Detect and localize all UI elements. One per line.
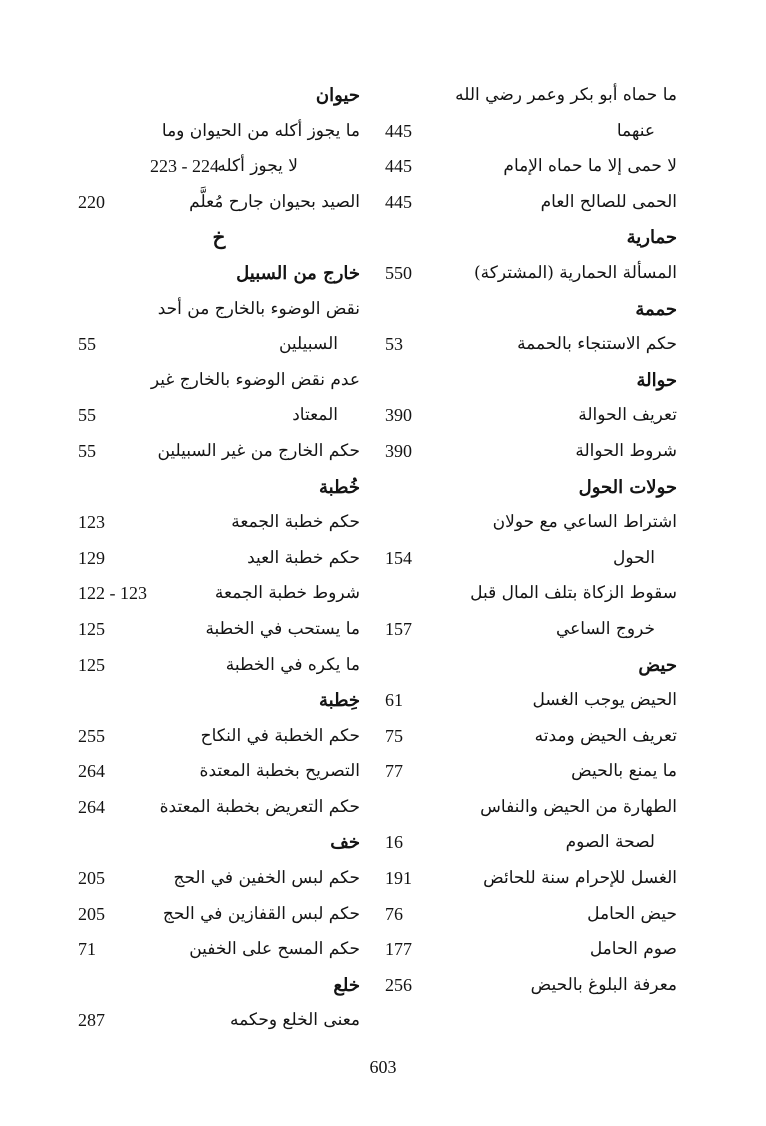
entry-text: خ <box>212 225 226 250</box>
entry-text: ما يمنع بالحيض <box>571 761 677 782</box>
index-heading <box>78 256 360 292</box>
entry-page: 71 <box>78 939 96 960</box>
index-entry <box>385 327 677 363</box>
index-entry <box>78 398 360 434</box>
index-heading <box>78 470 360 506</box>
entry-page: 550 <box>385 262 412 283</box>
entry-text: الحيض يوجب الغسل <box>532 690 677 711</box>
index-entry <box>78 719 360 755</box>
entry-text: معرفة البلوغ بالحيض <box>530 974 677 995</box>
index-entry <box>78 790 360 826</box>
index-heading <box>385 220 677 256</box>
entry-page: 287 <box>78 1010 105 1031</box>
entry-text: التصريح بخطبة المعتدة <box>199 761 360 782</box>
index-entry <box>385 505 677 541</box>
entry-page: 177 <box>385 939 412 960</box>
index-heading <box>78 683 360 719</box>
entry-text: شروط خطبة الجمعة <box>214 583 360 604</box>
index-entry <box>385 861 677 897</box>
entry-page: 205 <box>78 868 105 889</box>
entry-text: حكم الخارج من غير السبيلين <box>157 440 360 461</box>
entry-page: 154 <box>385 547 412 568</box>
index-entry <box>78 861 360 897</box>
entry-text: حيض الحامل <box>587 903 677 924</box>
index-entry <box>385 434 677 470</box>
index-entry <box>385 78 677 114</box>
index-entry <box>385 541 677 577</box>
entry-page: 390 <box>385 440 412 461</box>
index-entry <box>78 897 360 933</box>
entry-page: 61 <box>385 690 403 711</box>
entry-text: الصيد بحيوان جارح مُعلَّم <box>189 191 360 212</box>
index-entry <box>78 648 360 684</box>
entry-text: عنهما <box>616 120 655 141</box>
entry-text: خُطبة <box>319 476 360 498</box>
entry-text: ما يستحب في الخطبة <box>205 618 360 639</box>
index-entry <box>78 505 360 541</box>
entry-page: 191 <box>385 868 412 889</box>
entry-text: الحول <box>612 547 655 568</box>
entry-text: معنى الخلع وحكمه <box>229 1010 360 1031</box>
entry-text: حكم الاستنجاء بالحممة <box>517 334 677 355</box>
entry-page: 256 <box>385 974 412 995</box>
entry-page: 264 <box>78 796 105 817</box>
index-heading <box>78 220 360 256</box>
entry-page: 445 <box>385 120 412 141</box>
index-heading <box>78 825 360 861</box>
entry-text: خلع <box>333 974 360 996</box>
index-entry <box>385 576 677 612</box>
entry-text: الطهارة من الحيض والنفاس <box>480 796 677 817</box>
entry-page: 129 <box>78 547 105 568</box>
entry-text: المسألة الحمارية (المشتركة) <box>474 262 677 283</box>
index-entry <box>385 897 677 933</box>
entry-text: ما يجوز أكله من الحيوان وما <box>161 120 360 141</box>
entry-page: 75 <box>385 725 403 746</box>
entry-page: 157 <box>385 618 412 639</box>
page-number: 603 <box>369 1057 397 1077</box>
entry-text: حيوان <box>315 85 360 106</box>
index-entry <box>78 612 360 648</box>
index-entry <box>78 541 360 577</box>
entry-page: 223 - 224 <box>150 156 219 177</box>
entry-page: 76 <box>385 903 403 924</box>
entry-page: 264 <box>78 761 105 782</box>
entry-text: خف <box>330 832 360 854</box>
index-entry <box>385 719 677 755</box>
entry-text: ما حماه أبو بكر وعمر رضي الله <box>455 85 677 105</box>
index-entry <box>78 434 360 470</box>
entry-page: 125 <box>78 654 105 675</box>
entry-text: خروج الساعي <box>555 618 655 639</box>
entry-text: الغسل للإحرام سنة للحائض <box>483 868 677 889</box>
index-entry <box>385 612 677 648</box>
entry-text: الحمى للصالح العام <box>540 191 677 212</box>
index-entry <box>385 754 677 790</box>
entry-text: حيض <box>638 654 677 676</box>
index-heading <box>385 292 677 328</box>
entry-page: 255 <box>78 725 105 746</box>
index-entry <box>78 292 360 328</box>
index-entry <box>385 968 677 1004</box>
entry-text: حممة <box>635 298 677 320</box>
index-entry <box>78 149 360 185</box>
entry-text: صوم الحامل <box>589 939 677 960</box>
entry-page: 205 <box>78 903 105 924</box>
entry-text: حكم الخطبة في النكاح <box>200 725 360 746</box>
index-heading <box>385 363 677 399</box>
entry-text: حوالة <box>636 369 677 391</box>
entry-page: 122 - 123 <box>78 583 147 604</box>
entry-text: حولات الحول <box>578 476 677 498</box>
entry-text: السبيلين <box>278 334 338 355</box>
entry-page: 125 <box>78 618 105 639</box>
entry-text: حكم خطبة الجمعة <box>231 512 360 533</box>
index-entry <box>78 185 360 221</box>
index-entry <box>385 185 677 221</box>
entry-text: حكم خطبة العيد <box>247 547 360 568</box>
entry-page: 220 <box>78 191 105 212</box>
entry-page: 55 <box>78 334 96 355</box>
entry-text: شروط الحوالة <box>575 440 677 461</box>
entry-page: 55 <box>78 405 96 426</box>
index-entry <box>78 114 360 150</box>
index-entry <box>78 363 360 399</box>
index-entry <box>385 149 677 185</box>
entry-text: سقوط الزكاة بتلف المال قبل <box>470 583 677 604</box>
entry-page: 53 <box>385 334 403 355</box>
index-entry <box>385 825 677 861</box>
index-heading <box>78 78 360 114</box>
entry-text: حكم لبس القفازين في الحج <box>162 903 360 924</box>
entry-text: خارج من السبيل <box>236 262 360 284</box>
entry-page: 55 <box>78 440 96 461</box>
index-heading <box>385 648 677 684</box>
entry-text: حمارية <box>626 227 677 249</box>
index-column-right <box>385 78 677 1003</box>
entry-text: المعتاد <box>292 405 338 426</box>
index-entry <box>385 256 677 292</box>
entry-text: عدم نقض الوضوء بالخارج غير <box>150 369 360 390</box>
entry-page: 123 <box>78 512 105 533</box>
entry-text: اشتراط الساعي مع حولان <box>492 512 677 533</box>
index-entry <box>385 790 677 826</box>
index-column-left <box>78 78 360 1039</box>
index-entry <box>78 932 360 968</box>
index-entry <box>78 327 360 363</box>
index-entry <box>385 932 677 968</box>
entry-text: حكم لبس الخفين في الحج <box>173 868 360 889</box>
entry-text: لا يجوز أكله <box>217 156 298 177</box>
entry-text: لصحة الصوم <box>565 832 655 853</box>
entry-page: 77 <box>385 761 403 782</box>
entry-text: نقض الوضوء بالخارج من أحد <box>157 298 360 319</box>
entry-text: حكم التعريض بخطبة المعتدة <box>159 796 360 817</box>
entry-page: 390 <box>385 405 412 426</box>
index-entry <box>385 114 677 150</box>
index-heading <box>78 968 360 1004</box>
index-entry <box>78 754 360 790</box>
entry-text: ما يكره في الخطبة <box>225 654 360 675</box>
index-entry <box>78 1003 360 1039</box>
entry-page: 16 <box>385 832 403 853</box>
index-entry <box>385 398 677 434</box>
entry-text: تعريف الحيض ومدته <box>534 725 677 746</box>
entry-page: 445 <box>385 191 412 212</box>
entry-page: 445 <box>385 156 412 177</box>
index-entry <box>78 576 360 612</box>
entry-text: لا حمى إلا ما حماه الإمام <box>503 156 677 177</box>
index-entry <box>385 683 677 719</box>
index-heading <box>385 470 677 506</box>
entry-text: حكم المسح على الخفين <box>189 939 360 960</box>
entry-text: خِطبة <box>319 690 360 712</box>
entry-text: تعريف الحوالة <box>578 405 677 426</box>
